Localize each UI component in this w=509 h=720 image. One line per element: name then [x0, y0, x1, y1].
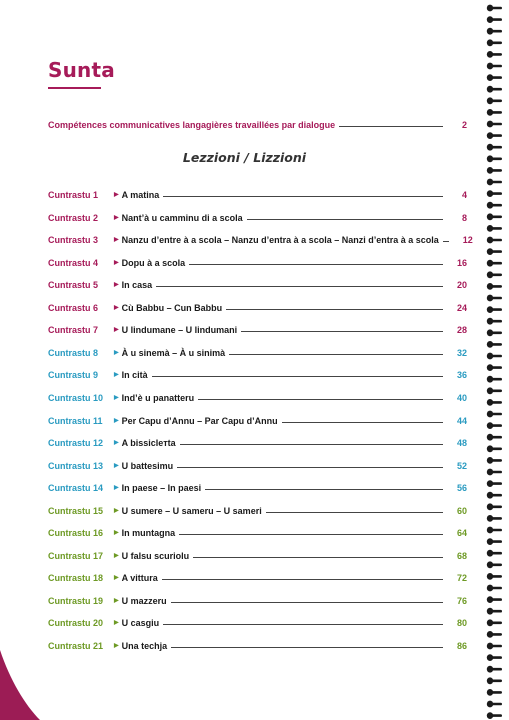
intro-page: 2: [461, 120, 467, 130]
toc-intro-entry[interactable]: [48, 116, 467, 130]
leader-line: [163, 196, 443, 197]
toc-entry[interactable]: [48, 231, 473, 246]
lesson-title: A vittura: [121, 573, 158, 584]
lesson-title: U battesimu: [121, 460, 174, 471]
spiral-binding: [483, 0, 509, 720]
toc-entry[interactable]: [48, 254, 467, 268]
lesson-number: Cuntrastu 12: [48, 438, 104, 449]
triangle-arrow-icon: ▶: [114, 485, 119, 492]
leader-line: [189, 264, 443, 265]
lesson-title: Nant’à u camminu di a scola: [121, 212, 243, 223]
lesson-title: In paese – In paesi: [121, 483, 202, 494]
triangle-arrow-icon: ▶: [114, 597, 119, 604]
triangle-arrow-icon: ▶: [114, 237, 119, 244]
page-number: 68: [456, 550, 467, 561]
lesson-title: Una techja: [121, 641, 168, 651]
leader-line: [171, 647, 443, 648]
page-number: 8: [461, 212, 467, 223]
leader-line: [229, 354, 443, 355]
lesson-number: Cuntrastu 4: [48, 257, 99, 268]
page-number: 76: [456, 595, 467, 606]
leader-line: [282, 422, 443, 423]
lesson-title: A matina: [121, 190, 160, 200]
lesson-number: Cuntrastu 8: [48, 347, 99, 358]
page-title: Sunta: [48, 58, 115, 82]
page-number: 44: [456, 415, 467, 426]
leader-line: [156, 286, 443, 287]
triangle-arrow-icon: ▶: [114, 214, 119, 221]
triangle-arrow-icon: ▶: [114, 192, 119, 198]
lesson-number: Cuntrastu 13: [48, 460, 104, 471]
triangle-arrow-icon: ▶: [114, 507, 119, 514]
toc-entry[interactable]: [48, 276, 467, 290]
toc-entry[interactable]: [48, 366, 467, 380]
page-number: 72: [456, 573, 467, 584]
lesson-title: U lindumane – U lindumani: [121, 325, 238, 336]
lesson-number: Cuntrastu 6: [48, 302, 99, 313]
triangle-arrow-icon: ▶: [114, 462, 119, 469]
triangle-arrow-icon: ▶: [114, 259, 119, 266]
toc-entry[interactable]: [48, 614, 467, 628]
lesson-number: Cuntrastu 2: [48, 212, 99, 223]
lesson-title: Nanzu d’entre à a scola – Nanzu d’entra à a scola – Nanzi d’entra à a scola: [121, 235, 439, 246]
page-number: 12: [462, 235, 473, 246]
leader-line: [177, 467, 443, 468]
leader-line: [339, 126, 443, 127]
lesson-number: Cuntrastu 3: [48, 235, 99, 246]
lesson-title: U falsu scuriolu: [121, 550, 190, 561]
triangle-arrow-icon: ▶: [114, 349, 119, 356]
toc-entry[interactable]: [48, 412, 467, 426]
triangle-arrow-icon: ▶: [114, 643, 119, 649]
page-number: 80: [456, 618, 467, 629]
toc-entry[interactable]: [48, 186, 467, 200]
leader-line: [198, 399, 443, 400]
toc-entry[interactable]: [48, 637, 467, 651]
page-number: 32: [456, 347, 467, 358]
toc-entry[interactable]: [48, 547, 467, 561]
page-number: 60: [456, 505, 467, 516]
lesson-title: U sumere – U sameru – U sameri: [121, 505, 262, 516]
lesson-title: In casa: [121, 280, 153, 291]
lesson-number: Cuntrastu 15: [48, 505, 104, 516]
page-number: 24: [456, 302, 467, 313]
leader-line: [226, 309, 443, 310]
page-number: 20: [456, 280, 467, 291]
page-number: 86: [456, 641, 467, 651]
lesson-title: À u sinemà – À u sinimà: [121, 347, 226, 358]
lesson-number: Cuntrastu 10: [48, 392, 104, 403]
lesson-number: Cuntrastu 14: [48, 483, 104, 494]
lesson-number: Cuntrastu 17: [48, 550, 104, 561]
triangle-arrow-icon: ▶: [114, 327, 119, 334]
leader-line: [443, 241, 449, 242]
page-number: 56: [456, 483, 467, 494]
toc-entry[interactable]: [48, 389, 467, 403]
page-number: 40: [456, 392, 467, 403]
lesson-number: Cuntrastu 11: [48, 415, 103, 426]
triangle-arrow-icon: ▶: [114, 530, 119, 537]
title-underline: [48, 87, 101, 89]
lesson-title: Dopu à a scola: [121, 257, 186, 268]
leader-line: [205, 489, 443, 490]
toc-entry[interactable]: [48, 592, 467, 606]
page-number: 4: [461, 190, 467, 200]
triangle-arrow-icon: ▶: [114, 304, 119, 311]
corner-decoration: [0, 650, 40, 720]
lesson-number: Cuntrastu 20: [48, 618, 104, 629]
toc-entry[interactable]: [48, 479, 467, 493]
lesson-number: Cuntrastu 18: [48, 573, 104, 584]
page-number: 52: [456, 460, 467, 471]
toc-entry[interactable]: [48, 344, 467, 358]
lesson-title: Cù Babbu – Cun Babbu: [121, 302, 223, 313]
toc-entry[interactable]: [48, 502, 467, 516]
leader-line: [179, 534, 443, 535]
triangle-arrow-icon: ▶: [114, 282, 119, 289]
lesson-number: Cuntrastu 19: [48, 595, 104, 606]
triangle-arrow-icon: ▶: [114, 552, 119, 559]
lesson-title: U casgiu: [121, 618, 160, 629]
toc-entry[interactable]: [48, 209, 467, 223]
triangle-arrow-icon: ▶: [114, 394, 119, 401]
leader-line: [152, 376, 443, 377]
leader-line: [193, 557, 443, 558]
toc-entry[interactable]: [48, 457, 467, 471]
leader-line: [180, 444, 443, 445]
triangle-arrow-icon: ▶: [114, 575, 119, 582]
lesson-title: In muntagna: [121, 528, 176, 539]
lesson-number: Cuntrastu 9: [48, 370, 99, 381]
toc-entry[interactable]: [48, 524, 467, 538]
toc-entry[interactable]: [48, 321, 467, 335]
intro-label: Compétences communicatives langagières travaillées par dialogue: [48, 120, 336, 130]
page-number: 28: [456, 325, 467, 336]
toc-entry[interactable]: [48, 569, 467, 583]
leader-line: [171, 602, 443, 603]
lesson-number: Cuntrastu 21: [48, 641, 104, 651]
toc-entry[interactable]: [48, 434, 467, 448]
page-number: 36: [456, 370, 467, 381]
leader-line: [266, 512, 443, 513]
page-number: 16: [456, 257, 467, 268]
leader-line: [241, 331, 443, 332]
lesson-title: Per Capu d’Annu – Par Capu d’Annu: [121, 415, 278, 426]
section-title: Lezzioni / Lizzioni: [182, 150, 307, 165]
leader-line: [247, 219, 443, 220]
lesson-title: A bissiclетta: [121, 438, 176, 449]
lesson-title: Ind’è u panatteru: [121, 392, 195, 403]
triangle-arrow-icon: ▶: [114, 620, 119, 627]
triangle-arrow-icon: ▶: [114, 440, 119, 447]
lesson-title: U mazzeru: [121, 595, 167, 606]
lesson-number: Cuntrastu 16: [48, 528, 104, 539]
leader-line: [162, 579, 443, 580]
leader-line: [163, 624, 443, 625]
triangle-arrow-icon: ▶: [114, 417, 119, 424]
lesson-number: Cuntrastu 1: [48, 190, 99, 200]
page-number: 48: [456, 438, 467, 449]
toc-entry[interactable]: [48, 299, 467, 313]
triangle-arrow-icon: ▶: [114, 372, 119, 379]
lesson-number: Cuntrastu 5: [48, 280, 99, 291]
lesson-number: Cuntrastu 7: [48, 325, 99, 336]
page-number: 64: [456, 528, 467, 539]
lesson-title: In cità: [121, 370, 148, 381]
